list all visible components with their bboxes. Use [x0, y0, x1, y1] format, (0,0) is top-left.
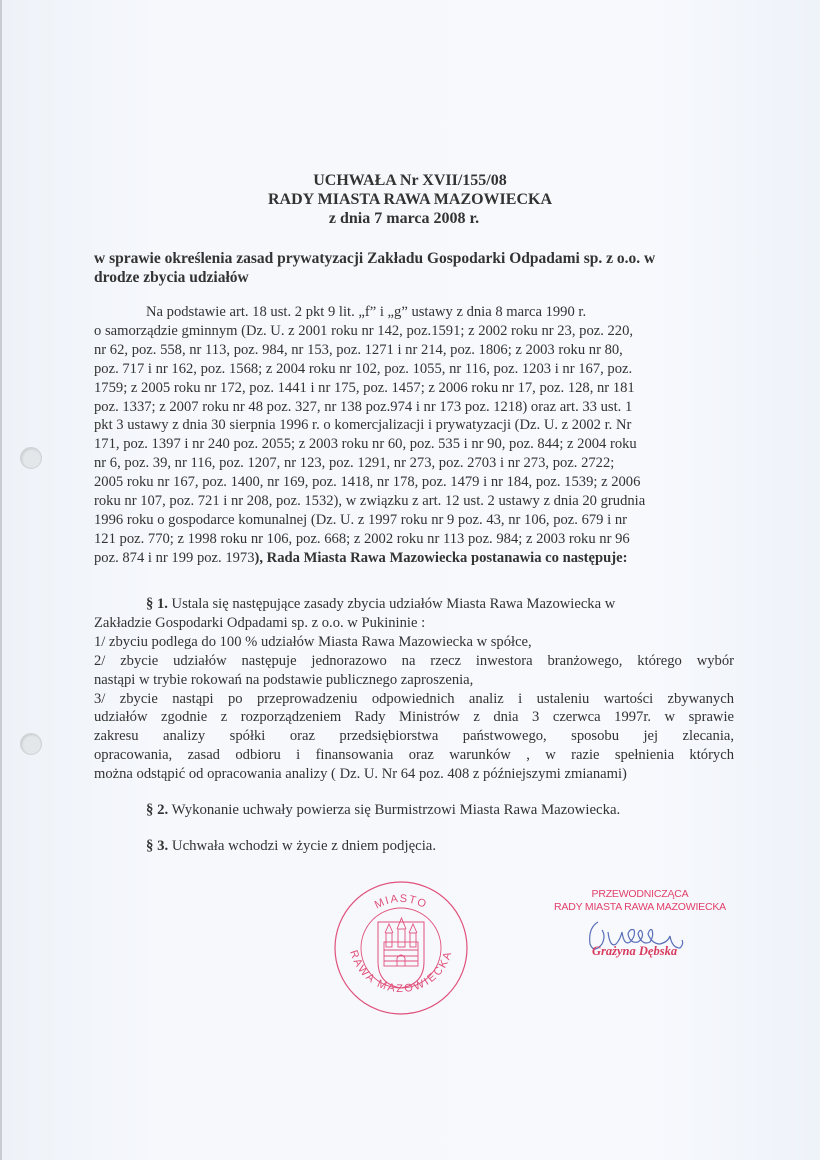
preamble-line: 121 poz. 770; z 1998 roku nr 106, poz. 668; z 2002 roku nr 113 poz. 984; z 2003 roku nr 96	[94, 530, 630, 547]
section-marker: § 1.	[146, 596, 168, 612]
preamble-citation: poz. 874 i nr 199 poz. 1973	[94, 549, 255, 566]
preamble-line: roku nr 107, poz. 721 i nr 208, poz. 1532), w związku z art. 12 ust. 2 ustawy z dnia 20 grudnia	[94, 493, 646, 510]
section-1-text: Ustala się następujące zasady zbycia udziałów Miasta Rawa Mazowiecka w	[167, 596, 616, 612]
subject-line: w sprawie określenia zasad prywatyzacji Zakładu Gospodarki Odpadami sp. z o.o. w	[94, 250, 656, 267]
seal-top-text: MIASTO	[372, 892, 430, 912]
section-1-line: można odstąpić od opracowania analizy ( Dz. U. Nr 64 poz. 408 z późniejszymi zmianami)	[94, 766, 627, 783]
issuing-council: RADY MIASTA RAWA MAZOWIECKA	[267, 191, 553, 208]
chairwoman-signature	[540, 888, 740, 958]
section-1-item-3: 3/ zbycie nastąpi po przeprowadzeniu odpowiednich analiz i ustaleniu wartości zbywanych	[94, 690, 734, 707]
section-3	[146, 838, 436, 855]
section-1-item-2: 2/ zbycie udziałów następuje jednorazowo na rzecz inwestora branżowego, którego wybór	[94, 652, 734, 669]
legal-basis-preamble	[94, 303, 734, 568]
preamble-line: Na podstawie art. 18 ust. 2 pkt 9 lit. „f” i „g” ustawy z dnia 8 marca 1990 r.	[146, 304, 587, 320]
seal-icon	[333, 880, 469, 1016]
preamble-line: poz. 1337; z 2007 roku nr 48 poz. 327, nr 138 poz.974 i nr 173 poz. 1218) oraz art. 33 ust. 1	[94, 398, 633, 415]
preamble-line: nr 62, poz. 558, nr 113, poz. 984, nr 153, poz. 1271 i nr 214, poz. 1806; z 2003 roku nr 80,	[94, 341, 623, 358]
seal-bottom-text: RAWA MAZOWIECKA	[347, 948, 455, 996]
section-1-line: nastąpi w trybie rokowań na podstawie publicznego zaproszenia,	[94, 671, 474, 688]
subject-line: drodze zbycia udziałów	[94, 269, 249, 286]
preamble-line: 1996 roku o gospodarce komunalnej (Dz. U. z 1997 roku nr 9 poz. 43, nr 106, poz. 679 i nr	[94, 511, 627, 528]
section-2	[146, 802, 620, 819]
section-1-intro	[94, 595, 734, 614]
section-1-item-1: 1/ zbyciu podlega do 100 % udziałów Miasta Rawa Mazowiecka w spółce,	[94, 633, 532, 650]
council-decision: ), Rada Miasta Rawa Mazowiecka postanawia co następuje:	[254, 549, 628, 566]
preamble-final-line	[94, 549, 734, 568]
signatory-name: Grażyna Dębska	[592, 944, 678, 958]
preamble-line: pkt 3 ustawy z dnia 30 sierpnia 1996 r. o komercjalizacji i prywatyzacji (Dz. U. z 2002 r. Nr	[94, 417, 632, 434]
punch-hole-top	[20, 447, 42, 469]
section-2-text: Wykonanie uchwały powierza się Burmistrzowi Miasta Rawa Mazowiecka.	[168, 802, 621, 818]
section-marker: § 2.	[146, 802, 169, 818]
svg-text:MIASTO	[373, 893, 429, 912]
preamble-line: 1759; z 2005 roku nr 172, poz. 1441 i nr 175, poz. 1457; z 2006 roku nr 17, poz. 128, nr 181	[94, 379, 635, 396]
resolution-subject	[94, 249, 734, 287]
city-seal-stamp	[333, 880, 469, 1016]
preamble-line: poz. 717 i nr 162, poz. 1568; z 2004 roku nr 102, poz. 1055, nr 116, poz. 1203 i nr 167, poz.	[94, 360, 633, 377]
signature-title: PRZEWODNICZĄCA	[591, 888, 689, 900]
section-marker: § 3.	[146, 838, 169, 854]
section-1-line: zakresu analizy spółki oraz przedsiębiorstwa państwowego, sposobu jej zlecania,	[94, 728, 734, 745]
section-1-line: udziałów zgodnie z rozporządzeniem Rady Ministrów z dnia 3 czerwca 1997r. w sprawie	[94, 709, 734, 726]
preamble-line: 2005 roku nr 167, poz. 1400, nr 169, poz. 1418, nr 178, poz. 1479 i nr 184, poz. 1539; z 2006	[94, 474, 641, 491]
section-1-line: Zakładzie Gospodarki Odpadami sp. z o.o. w Pukininie :	[94, 614, 426, 631]
section-1	[94, 595, 734, 784]
resolution-header	[0, 171, 820, 228]
preamble-line: o samorządzie gminnym (Dz. U. z 2001 roku nr 142, poz.1591; z 2002 roku nr 23, poz. 220,	[94, 322, 634, 339]
resolution-date: z dnia 7 marca 2008 r.	[328, 210, 480, 227]
punch-hole-bottom	[20, 733, 42, 755]
section-3-text: Uchwała wchodzi w życie z dniem podjęcia.	[168, 838, 437, 854]
resolution-number: UCHWAŁA Nr XVII/155/08	[313, 172, 507, 189]
preamble-line: 171, poz. 1397 i nr 240 poz. 2055; z 2003 roku nr 60, poz. 535 i nr 90, poz. 844; z 2004 roku	[94, 436, 637, 453]
section-1-line: opracowania, zasad odbioru i finansowania oraz warunków , w razie spełnienia których	[94, 747, 734, 764]
signature-council: RADY MIASTA RAWA MAZOWIECKA	[554, 901, 726, 913]
preamble-line: nr 6, poz. 39, nr 116, poz. 1207, nr 123, poz. 1291, nr 273, poz. 2703 i nr 273, poz. 2722;	[94, 455, 615, 472]
